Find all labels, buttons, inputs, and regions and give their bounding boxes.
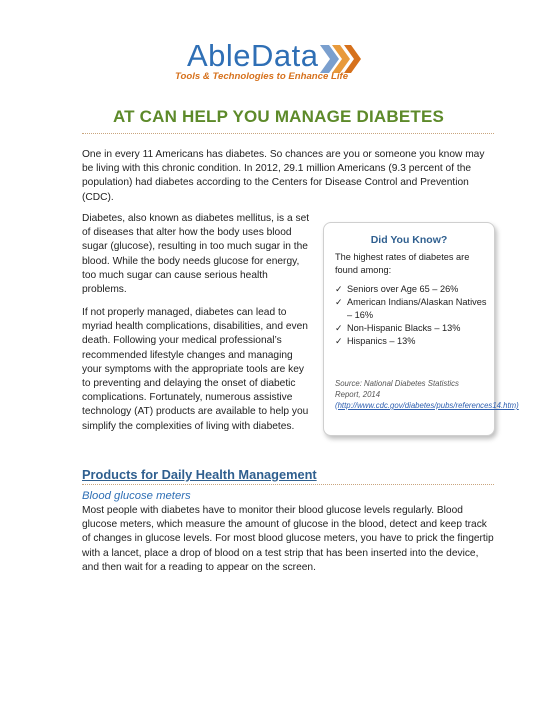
subsection-heading: Blood glucose meters — [82, 490, 191, 502]
list-item — [335, 335, 487, 348]
list-item-text: Hispanics – 13% — [347, 336, 416, 346]
checkmark-icon: ✓ — [335, 284, 343, 294]
page-title: AT CAN HELP YOU MANAGE DIABETES — [112, 107, 445, 126]
section-divider — [82, 484, 494, 485]
definition-paragraph: Diabetes, also known as diabetes mellitus, is a set of diseases that alter how the body uses blood sugar (glucose), resulting in too much sugar in the blood. While the body needs glucose for energy, too much sugar can cause serious health problems. — [82, 213, 310, 296]
checkmark-icon: ✓ — [335, 336, 343, 346]
logo-word-able: Able — [187, 38, 252, 73]
list-item-text: Seniors over Age 65 – 26% — [347, 284, 459, 294]
management-paragraph: If not properly managed, diabetes can lead to myriad health complications, disabilities, and even death. Following your medical professional’s recommended lifestyle changes and managing your symptoms with the appropriate tools are key to preventing and delaying the onset of diabetic complications. Fortunately, numerous assistive technology (AT) products are available to help you simplify the complexities of living with diabetes. — [82, 307, 309, 432]
did-you-know-list — [335, 283, 487, 348]
glucose-meter-paragraph: Most people with diabetes have to monitor their blood glucose levels regularly. Blood glucose meters, which measure the amount of glucose in the blood, detect and keep track of changes in glucose levels. For most blood glucose meters, you have to prick the fingertip with a lancet, place a drop of blood on a test strip that has been inserted into the device, and then wait for a reading to appear on the screen. — [82, 505, 494, 573]
list-item — [335, 296, 487, 322]
logo-tagline: Tools & Technologies to Enhance Life — [175, 71, 349, 82]
checkmark-icon: ✓ — [335, 323, 343, 333]
source-link[interactable]: (http://www.cdc.gov/diabetes/pubs/references14.htm) — [335, 401, 519, 410]
section-heading: Products for Daily Health Management — [82, 467, 317, 482]
did-you-know-title: Did You Know? — [370, 234, 448, 246]
intro-paragraph: One in every 11 Americans has diabetes. So chances are you or someone you know may be living with this chronic condition. In 2012, 29.1 million Americans (9.3 percent of the population) had diabetes according to the Centers for Disease Control and Prevention (CDC). — [82, 149, 485, 203]
title-divider — [82, 133, 494, 134]
list-item-text: Non-Hispanic Blacks – 13% — [347, 323, 461, 333]
checkmark-icon: ✓ — [335, 297, 343, 307]
logo-word-data: Data — [251, 38, 319, 73]
list-item — [335, 322, 487, 335]
did-you-know-box — [323, 222, 519, 436]
source-text: Source: National Diabetes Statistics Report, 2014 — [335, 379, 459, 399]
source-citation — [335, 378, 519, 411]
logo-wordmark — [187, 38, 319, 74]
did-you-know-intro: The highest rates of diabetes are found among: — [335, 252, 470, 275]
list-item-text: American Indians/Alaskan Natives – 16% — [347, 297, 487, 320]
list-item — [335, 283, 487, 296]
abledata-logo — [175, 38, 405, 88]
